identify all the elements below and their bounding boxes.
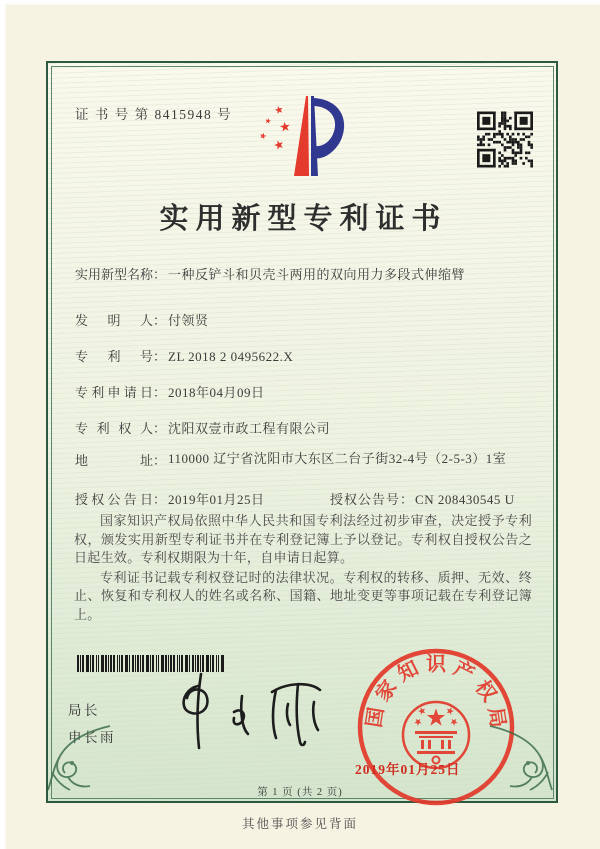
field-label: 发明人 [75, 313, 153, 328]
page-number: 第 1 页 (共 2 页) [257, 787, 343, 798]
grant-date-value: 2019年01月25日 [168, 492, 265, 507]
qr-code [477, 111, 533, 168]
cnipa-logo-icon [248, 90, 352, 190]
field-colon: ： [153, 267, 167, 282]
grant-number-value: CN 208430545 U [415, 492, 515, 507]
field-value: 2018年04月09日 [168, 385, 265, 400]
field-colon: ： [153, 385, 167, 400]
field-label: 地址 [75, 453, 153, 468]
field-value: ZL 2018 2 0495622.X [168, 349, 294, 364]
certificate-number: 证 书 号 第 8415948 号 [75, 107, 233, 122]
field-label: 实用新型名称 [75, 267, 154, 282]
field-value: 一种反铲斗和贝壳斗两用的双向用力多段式伸缩臂 [168, 267, 466, 282]
field-label: 授权公告日 [75, 492, 153, 507]
svg-text:知: 知 [394, 657, 423, 686]
field-row-address [75, 450, 542, 469]
legal-text-block [74, 512, 532, 625]
officer-signature [168, 668, 343, 756]
svg-text:家: 家 [371, 676, 402, 706]
field-row-patent-number [75, 346, 293, 365]
field-colon: ： [153, 453, 167, 468]
field-colon: ： [153, 313, 167, 328]
field-colon: ： [153, 349, 167, 364]
field-value: 沈阳双壹市政工程有限公司 [168, 421, 331, 436]
field-row-filing-date [75, 382, 265, 401]
svg-text:局: 局 [483, 705, 509, 730]
svg-text:国: 国 [363, 705, 389, 730]
field-row-utility-model-name [75, 264, 465, 283]
field-value: 付领贤 [168, 313, 209, 328]
officer-name: 申长雨 [68, 730, 116, 745]
officer-title: 局长 [68, 703, 100, 718]
field-label: 专利号 [75, 349, 153, 364]
field-row-inventor [75, 310, 209, 329]
field-value: 110000 辽宁省沈阳市大东区二台子街32-4号（2-5-3）1室 [168, 451, 507, 466]
logo-navy-p [311, 96, 344, 176]
field-label: 专利申请日 [75, 385, 153, 400]
field-row-grant [75, 489, 535, 508]
seal-date: 2019年01月25日 [355, 762, 461, 777]
svg-text:识: 识 [426, 653, 446, 676]
svg-text:权: 权 [470, 676, 501, 706]
certificate-title: 实用新型专利证书 [159, 203, 448, 235]
legal-paragraph-1: 国家知识产权局依照中华人民共和国专利法经过初步审查，决定授予专利权，颁发实用新型专利证书并在专利登记簿上予以登记。专利权自授权公告之日起生效。专利权期限为十年，自申请日起算。 [74, 513, 532, 565]
svg-text:产: 产 [449, 657, 478, 686]
logo-stars [259, 105, 290, 150]
field-label: 专利权人 [75, 421, 153, 436]
field-colon: ： [153, 421, 167, 436]
field-row-patentee [75, 418, 330, 437]
grant-number-group [330, 489, 514, 508]
legal-paragraph-2: 专利证书记载专利权登记时的法律状况。专利权的转移、质押、无效、终止、恢复和专利权人的姓名或名称、国籍、地址变更等事项记载在专利登记簿上。 [74, 569, 532, 622]
field-label: 授权公告号 [330, 492, 401, 507]
logo-red-wedge [294, 96, 309, 176]
field-colon: ： [153, 492, 167, 507]
field-colon: ： [400, 492, 414, 507]
back-side-note: 其他事项参见背面 [241, 817, 358, 831]
